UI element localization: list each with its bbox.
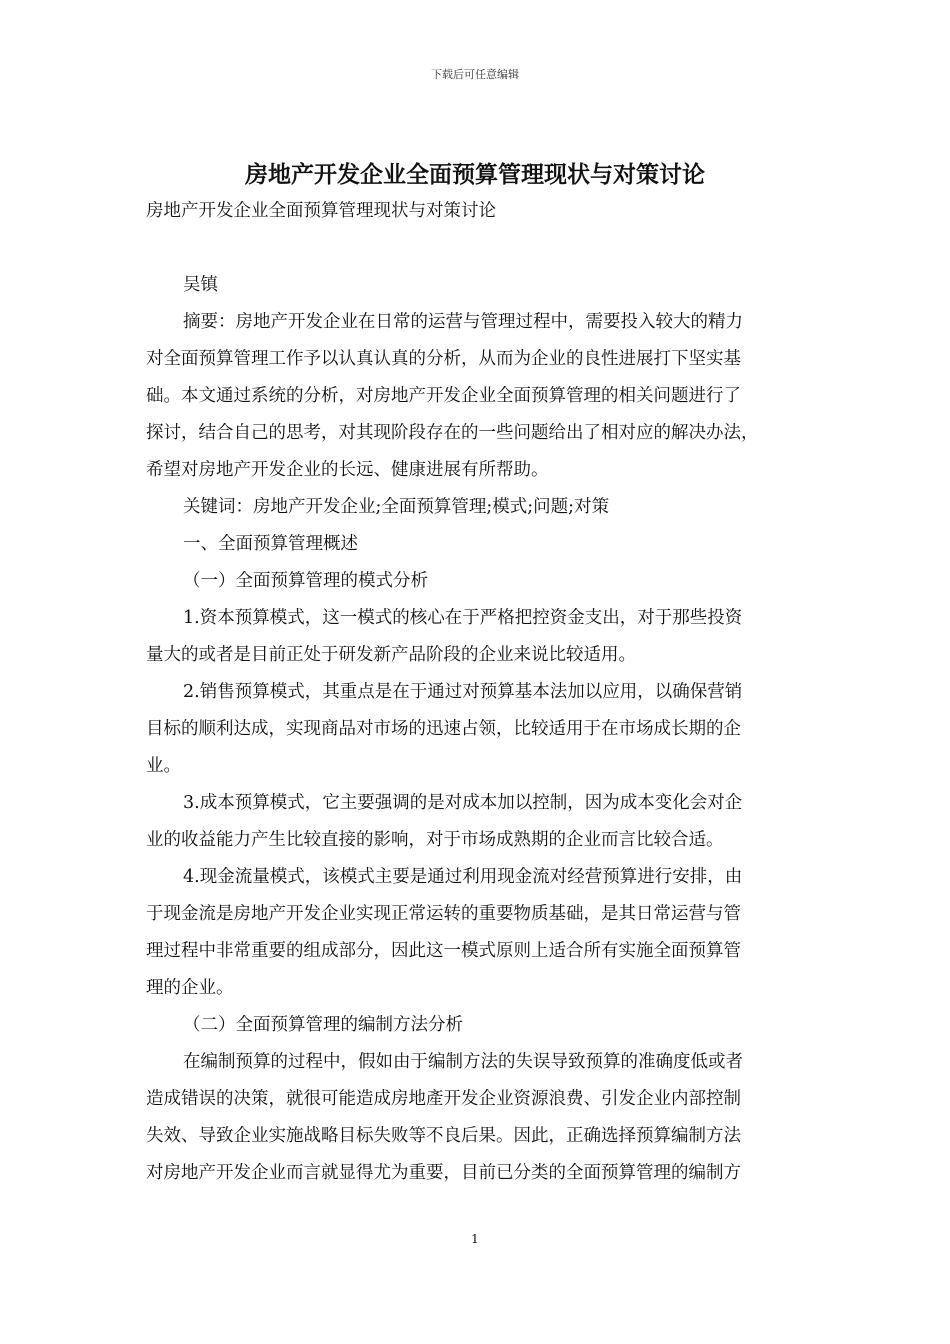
document-title: 房地产开发企业全面预算管理现状与对策讨论 (245, 161, 705, 188)
item-line: 1.资本预算模式，这一模式的核心在于严格把控资金支出，对于那些投资 (183, 608, 743, 628)
paragraph-line: 失效、导致企业实施战略目标失败等不良后果。因此，正确选择预算编制方法 (146, 1126, 741, 1146)
item-line: 3.成本预算模式，它主要强调的是对成本加以控制，因为成本变化会对企 (183, 793, 743, 813)
blank-line (146, 230, 806, 267)
paragraph-line: 在编制预算的过程中，假如由于编制方法的失误导致预算的准确度低或者 (183, 1052, 743, 1072)
author-name: 吴镇 (183, 275, 218, 295)
abstract-line: 探讨，结合自己的思考，对其现阶段存在的一些问题给出了相对应的解决办法， (146, 423, 759, 443)
subsection-heading: （一）全面预算管理的模式分析 (183, 571, 428, 591)
subsection-heading: （二）全面预算管理的编制方法分析 (183, 1015, 463, 1035)
item-line: 2.销售预算模式，其重点是在于通过对预算基本法加以应用，以确保营销 (183, 682, 743, 702)
document-subtitle: 房地产开发企业全面预算管理现状与对策讨论 (146, 201, 496, 221)
paragraph-line: 造成错误的决策，就很可能造成房地產开发企业资源浪费、引发企业内部控制 (146, 1089, 741, 1109)
item-line: 业。 (146, 756, 181, 776)
keywords-line: 关键词：房地产开发企业;全面预算管理;模式;问题;对策 (183, 497, 610, 517)
item-line: 理的企业。 (146, 978, 234, 998)
abstract-line: 摘要：房地产开发企业在日常的运营与管理过程中，需要投入较大的精力 (183, 312, 743, 332)
item-line: 量大的或者是目前正处于研发新产品阶段的企业来说比较适用。 (146, 645, 636, 665)
item-line: 理过程中非常重要的组成部分，因此这一模式原则上适合所有实施全面预算管 (146, 941, 741, 961)
document-body (146, 193, 806, 1192)
abstract-line: 础。本文通过系统的分析，对房地产开发企业全面预算管理的相关问题进行了 (146, 386, 741, 406)
abstract-line: 希望对房地产开发企业的长远、健康进展有所帮助。 (146, 460, 549, 480)
item-line: 业的收益能力产生比较直接的影响，对于市场成熟期的企业而言比较合适。 (146, 830, 724, 850)
abstract-line: 对全面预算管理工作予以认真认真的分析，从而为企业的良性进展打下坚实基 (146, 349, 741, 369)
header-note: 下载后可任意编辑 (431, 68, 519, 81)
page-number: 1 (471, 1232, 479, 1246)
item-line: 目标的顺利达成，实现商品对市场的迅速占领，比较适用于在市场成长期的企 (146, 719, 741, 739)
item-line: 4.现金流量模式，该模式主要是通过利用现金流对经营预算进行安排，由 (183, 867, 743, 887)
item-line: 于现金流是房地产开发企业实现正常运转的重要物质基础，是其日常运营与管 (146, 904, 741, 924)
section-heading: 一、全面预算管理概述 (183, 534, 358, 554)
paragraph-line: 对房地产开发企业而言就显得尤为重要，目前已分类的全面预算管理的编制方 (146, 1163, 741, 1183)
